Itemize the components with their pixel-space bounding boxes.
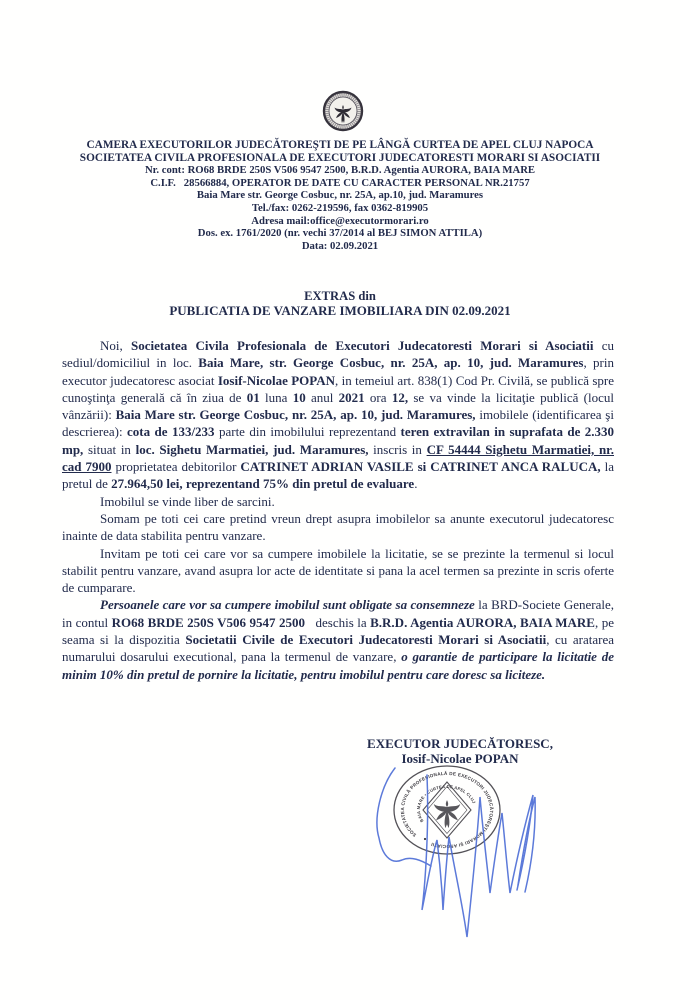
text-segment: 27.964,50 lei, reprezentand 75% din pretul de evaluare xyxy=(111,476,415,492)
cif-line: C.I.F. 28566884, OPERATOR DE DATE CU CARACTER PERSONAL NR.21757 xyxy=(150,176,530,189)
dossier-number-line: Dos. ex. 1761/2020 (nr. vechi 37/2014 al BEJ SIMON ATTILA) xyxy=(197,227,483,240)
signer-role: EXECUTOR JUDECĂTORESC, xyxy=(367,736,553,751)
body-paragraph xyxy=(62,493,614,510)
text-segment: Somam pe toti cei care pretind vreun drept asupra imobilelor sa anunte executorul judecatoresc inainte de data stabilita pentru vanzare. xyxy=(62,510,614,544)
text-segment: la pretul de xyxy=(62,459,615,492)
text-segment: Persoanele care vor sa cumpere imobilul sunt obligate sa consemneze xyxy=(100,597,475,613)
text-segment: deschis la xyxy=(305,614,371,630)
text-segment: ora xyxy=(364,389,392,405)
body-paragraph xyxy=(62,510,614,545)
text-segment: loc. Sighetu Marmatiei, jud. Maramures, xyxy=(135,441,369,457)
text-segment: cota de 133/233 xyxy=(127,424,215,440)
text-segment: Imobilul se vinde liber de sarcini. xyxy=(100,493,275,509)
text-segment: Societatea Civila Profesionala de Executori Judecatoresti Morari si Asociatii xyxy=(130,338,594,353)
text-segment: 2021 xyxy=(338,389,365,405)
text-segment: la BRD-Societe Generale, in contul xyxy=(62,597,615,630)
email-line: Adresa mail:office@executormorari.ro xyxy=(251,214,429,227)
text-segment: 10 xyxy=(292,389,306,405)
title-line-1: EXTRAS din xyxy=(304,289,376,303)
text-segment: , in temeiul art. 838(1) Cod Pr. Civilă, se publică spre cunoştinţa generală că în ziua de xyxy=(62,372,614,405)
text-segment: parte din imobilului reprezentand xyxy=(214,424,401,440)
text-segment: B.R.D. Agentia AURORA, BAIA MARE xyxy=(370,614,595,630)
text-segment: imobilele (identificarea şi descrierea): xyxy=(62,407,614,440)
letterhead xyxy=(0,139,680,252)
body-paragraph xyxy=(62,337,614,493)
text-segment: . xyxy=(414,476,418,492)
signer-name: Iosif-Nicolae POPAN xyxy=(401,751,519,766)
text-segment: teren extravilan in suprafata de 2.330 mp, xyxy=(62,424,615,457)
text-segment: Societatii Civile de Executori Judecatoresti Morari si Asociatii xyxy=(185,632,547,648)
text-segment: cu sediul/domiciliul in loc. xyxy=(62,338,614,371)
stamp-ring-text: SOCIETATEA CIVILĂ PROFESIONALĂ DE EXECUTORI JUDECĂTOREŞTI MORARI ŞI ASOCIAŢII xyxy=(399,770,495,849)
phone-line: Tel./fax: 0262-219596, fax 0362-819905 xyxy=(251,201,429,214)
text-segment: CF 54444 Sighetu Marmatiei, nr. cad 7900 xyxy=(62,441,614,475)
bank-account-line: Nr. cont: RO68 BRDE 250S V506 9547 2500, B.R.D. Agentia AURORA, BAIA MARE xyxy=(144,164,536,177)
text-segment: Invitam pe toti cei care vor sa cumpere imobilele la licitatie, se se prezinte la termenul si locul stabilit pentru vanzare, avand asupra lor acte de identitate si pana la acel termen sa prezinte in scris oferte de cumparare. xyxy=(62,545,614,596)
text-segment: o garantie de participare la licitatie de minim 10% din pretul de pornire la licitatie, pentru imobilul pentru care doresc sa liciteze. xyxy=(62,649,614,682)
title-line-2: PUBLICATIA DE VANZARE IMOBILIARA DIN 02.09.2021 xyxy=(169,303,511,318)
text-segment: luna xyxy=(259,389,293,405)
text-segment: Baia Mare, str. George Cosbuc, nr. 25A, ap. 10, jud. Maramures xyxy=(198,355,584,371)
stamp-inner-text: BAIA MARE • CURTEA DE APEL CLUJ xyxy=(415,783,477,824)
text-segment: Iosif-Nicolae POPAN xyxy=(217,372,336,388)
society-name: SOCIETATEA CIVILA PROFESIONALA DE EXECUTORI JUDECATORESTI MORARI SI ASOCIATII xyxy=(79,151,601,164)
text-segment: Baia Mare str. George Cosbuc, nr. 25A, ap. 10, jud. Maramures, xyxy=(115,407,476,423)
romania-coat-of-arms-seal-icon xyxy=(322,90,364,132)
document-body xyxy=(62,337,614,683)
document-title xyxy=(0,289,680,318)
body-paragraph xyxy=(62,596,614,682)
text-segment: CATRINET ADRIAN VASILE si CATRINET ANCA RALUCA, xyxy=(240,459,601,475)
handwritten-signature xyxy=(368,752,578,997)
text-segment: , pe seama si la dispozitia xyxy=(62,614,614,648)
chamber-name: CAMERA EXECUTORILOR JUDECĂTOREŞTI DE PE LÂNGĂ CURTEA DE APEL CLUJ NAPOCA xyxy=(86,139,594,151)
date-line: Data: 02.09.2021 xyxy=(301,239,379,252)
text-segment: inscris in xyxy=(368,441,427,457)
text-segment: , prin executor judecatoresc asociat xyxy=(62,355,614,388)
text-segment: 12, xyxy=(391,389,409,405)
text-segment: 01 xyxy=(246,389,260,405)
text-segment: anul xyxy=(305,389,339,405)
text-segment: RO68 BRDE 250S V506 9547 2500 xyxy=(111,614,306,630)
text-segment: se va vinde la licitaţie publică (locul vânzării): xyxy=(62,389,614,423)
text-segment: situat in xyxy=(83,441,136,457)
text-segment: Noi, xyxy=(100,338,131,353)
text-segment: , cu aratarea numarului dosarului executional, pana la termenul de vanzare, xyxy=(62,632,614,665)
address-line: Baia Mare str. George Cosbuc, nr. 25A, ap.10, jud. Maramures xyxy=(196,189,484,202)
body-paragraph xyxy=(62,545,614,597)
text-segment: proprietatea debitorilor xyxy=(111,459,241,475)
